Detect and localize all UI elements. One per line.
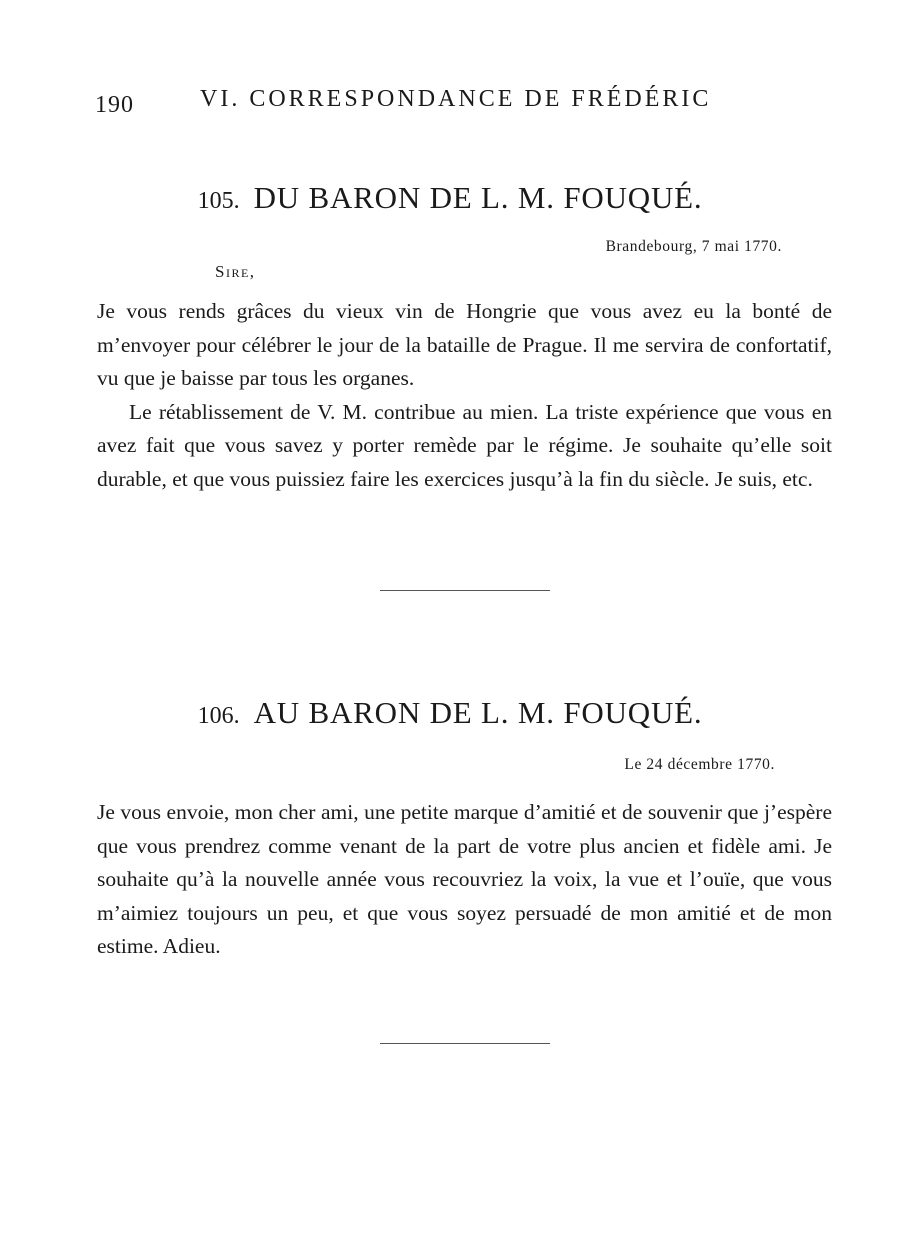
letter-paragraph: Je vous rends grâces du vieux vin de Hongrie que vous avez eu la bonté de m’envoyer pour célébrer le jour de la bataille de Prague. Il me servira de confortatif, vu que je baisse par tous les organes. bbox=[97, 299, 832, 390]
letter-salutation: Sire, bbox=[215, 262, 256, 281]
letter-paragraph: Le rétablissement de V. M. contribue au mien. La triste expérience que vous en avez fait que vous savez y porter remède par le régime. Je souhaite qu’elle soit durable, et que vous puissiez faire les exercices jusqu’à la fin du siècle. Je suis, etc. bbox=[97, 399, 832, 491]
section-divider bbox=[380, 1043, 550, 1044]
letter-dateline: Le 24 décembre 1770. bbox=[624, 756, 775, 773]
letter-body-106 bbox=[97, 796, 832, 964]
letter-number: 105. bbox=[197, 188, 240, 214]
letter-number: 106. bbox=[197, 703, 240, 729]
running-title: VI. CORRESPONDANCE DE FRÉDÉRIC bbox=[200, 86, 712, 112]
page-number: 190 bbox=[95, 92, 134, 118]
letter-heading-105 bbox=[0, 180, 900, 216]
letter-title: DU BARON DE L. M. FOUQUÉ. bbox=[253, 180, 703, 215]
section-divider bbox=[380, 590, 550, 591]
letter-dateline: Brandebourg, 7 mai 1770. bbox=[605, 238, 782, 255]
letter-paragraph: Je vous envoie, mon cher ami, une petite marque d’amitié et de souvenir que j’espère que vous prendrez comme venant de la part de votre plus ancien et fidèle ami. Je souhaite qu’à la nouvelle année vous recouvriez la voix, la vue et l’ouïe, que vous m’aimiez toujours un peu, et que vous soyez persuadé de mon amitié et de mon estime. Adieu. bbox=[97, 800, 832, 958]
letter-title: AU BARON DE L. M. FOUQUÉ. bbox=[253, 695, 703, 730]
letter-heading-106 bbox=[0, 695, 900, 731]
running-head bbox=[95, 86, 730, 118]
letter-body-105 bbox=[97, 295, 832, 496]
